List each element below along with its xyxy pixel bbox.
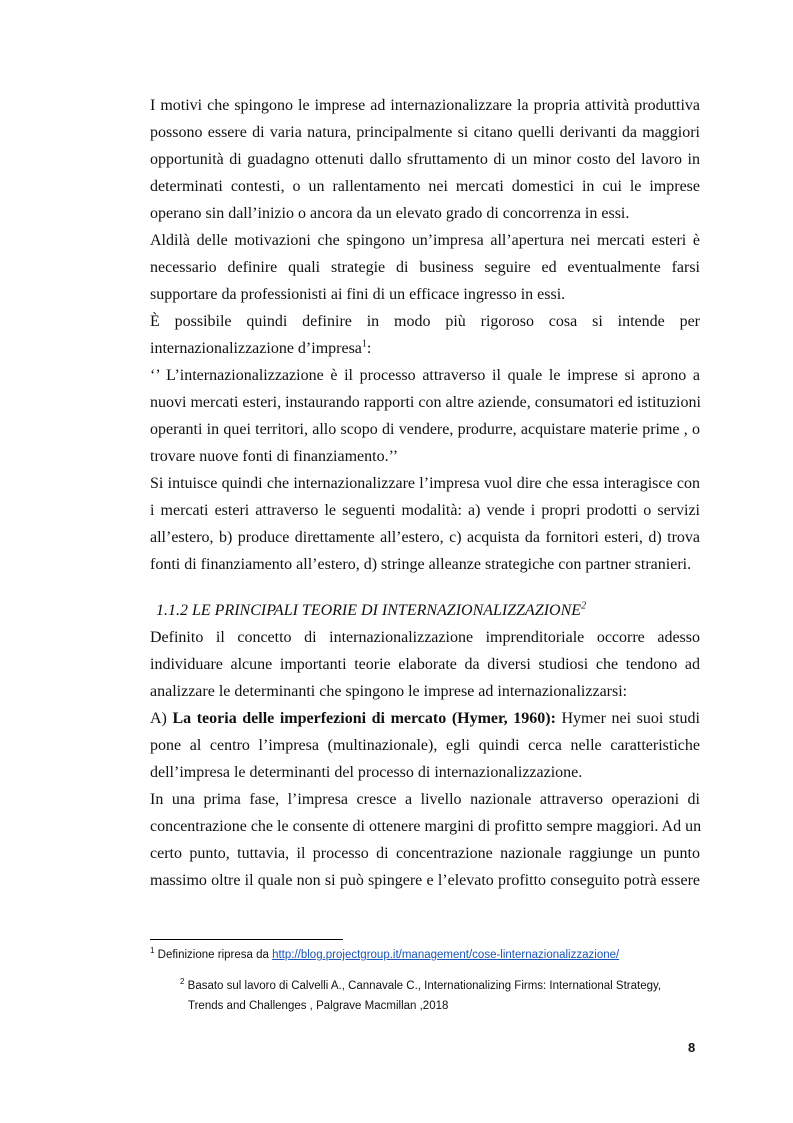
footnote-link[interactable]: http://blog.projectgroup.it/management/cose-linternazionalizzazione/ xyxy=(272,949,620,961)
text-line: concentrazione che le consente di ottenere margini di profitto sempre maggiori. Ad un xyxy=(150,818,702,835)
text-line xyxy=(150,335,700,362)
definition-quote xyxy=(150,362,700,470)
text-line: pone al centro l’impresa (multinazionale), egli quindi cerca nelle caratteristiche xyxy=(150,737,700,754)
text-line: ‘’ L’internazionalizzazione è il processo attraverso il quale le imprese si aprono a xyxy=(150,367,700,384)
paragraph-4 xyxy=(150,470,700,578)
text-line: determinati contesti, o un rallentamento nei mercati domestici in cui le imprese xyxy=(150,178,700,195)
paragraph-5 xyxy=(150,624,700,705)
text-span: : xyxy=(366,340,372,357)
footnote-ref-1[interactable]: 1 xyxy=(361,338,367,350)
text-line: certo punto, tuttavia, il processo di concentrazione nazionale raggiunge un punto xyxy=(150,845,700,862)
text-line: trovare nuove fonti di finanziamento.’’ xyxy=(150,448,399,465)
footnote-ref-2[interactable]: 2 xyxy=(581,600,587,612)
text-line xyxy=(150,705,700,732)
section-heading xyxy=(150,597,700,624)
paragraph-7 xyxy=(150,786,700,894)
paragraph-2 xyxy=(150,227,700,308)
text-line: Definito il concetto di internazionalizzazione imprenditoriale occorre adesso xyxy=(150,629,700,646)
paragraph-6 xyxy=(150,705,700,786)
text-line: nuovi mercati esteri, instaurando rapporti con altre aziende, consumatori ed istituzioni xyxy=(150,394,701,411)
page-number: 8 xyxy=(688,1040,696,1055)
text-line: massimo oltre il quale non si può spingere e l’elevato profitto conseguito potrà essere xyxy=(150,872,700,889)
text-line: fonti di finanziamento all’estero, d) stringe alleanze strategiche con partner stranieri. xyxy=(150,556,692,573)
text-line: Aldilà delle motivazioni che spingono un’impresa all’apertura nei mercati esteri è xyxy=(150,232,700,249)
text-span: A) xyxy=(150,710,173,727)
footnote-separator xyxy=(150,939,343,940)
footnote-number: 2 xyxy=(180,977,185,987)
page-body xyxy=(150,92,700,894)
text-line: individuare alcune importanti teorie elaborate da diversi studiosi che tendono ad xyxy=(150,656,700,673)
text-span: internazionalizzazione d’impresa xyxy=(150,340,362,357)
footnote-line: Trends and Challenges , Palgrave Macmillan ,2018 xyxy=(188,1000,449,1012)
text-line: i mercati esteri attraverso le seguenti modalità: a) vende i propri prodotti o servizi xyxy=(150,502,700,519)
footnote-number: 1 xyxy=(150,946,155,956)
text-line: supportare da professionisti ai fini di un efficace ingresso in essi. xyxy=(150,286,566,303)
text-line: È possibile quindi definire in modo più rigoroso cosa si intende per xyxy=(150,313,700,330)
text-line: all’estero, b) produce direttamente all’estero, c) acquista da fornitori esteri, d) trova xyxy=(150,529,700,546)
footnote-text: Basato sul lavoro di Calvelli A., Cannavale C., Internationalizing Firms: International Strategy, xyxy=(184,980,662,992)
footnote-text: Definizione ripresa da xyxy=(154,949,273,961)
text-line: In una prima fase, l’impresa cresce a livello nazionale attraverso operazioni di xyxy=(150,791,700,808)
paragraph-1 xyxy=(150,92,700,227)
text-line: necessario definire quali strategie di business seguire ed eventualmente farsi xyxy=(150,259,700,276)
text-line: analizzare le determinanti che spingono le imprese ad internazionalizzarsi: xyxy=(150,683,628,700)
text-line: Si intuisce quindi che internazionalizzare l’impresa vuol dire che essa interagisce con xyxy=(150,475,700,492)
text-line: opportunità di guadagno ottenuti dallo sfruttamento di un minor costo del lavoro in xyxy=(150,151,700,168)
text-line: operano sin dall’inizio o ancora da un elevato grado di concorrenza in essi. xyxy=(150,205,630,222)
footnote-2 xyxy=(180,976,700,1016)
text-line: operanti in quei territori, allo scopo di vendere, produrre, acquistare materie prime , o xyxy=(150,421,700,438)
footnote-1 xyxy=(150,946,619,964)
footnote-line xyxy=(180,976,700,996)
text-span: Hymer nei suoi studi xyxy=(555,710,701,727)
text-line: I motivi che spingono le imprese ad internazionalizzare la propria attività produttiva xyxy=(150,97,700,114)
text-line: dell’impresa le determinanti del processo di internazionalizzazione. xyxy=(150,764,583,781)
theory-title: La teoria delle imperfezioni di mercato (Hymer, 1960): xyxy=(172,710,556,727)
text-line: possono essere di varia natura, principalmente si citano quelli derivanti da maggiori xyxy=(150,124,700,141)
paragraph-3 xyxy=(150,308,700,362)
heading-text: 1.1.2 LE PRINCIPALI TEORIE DI INTERNAZIONALIZZAZIONE xyxy=(156,602,582,619)
